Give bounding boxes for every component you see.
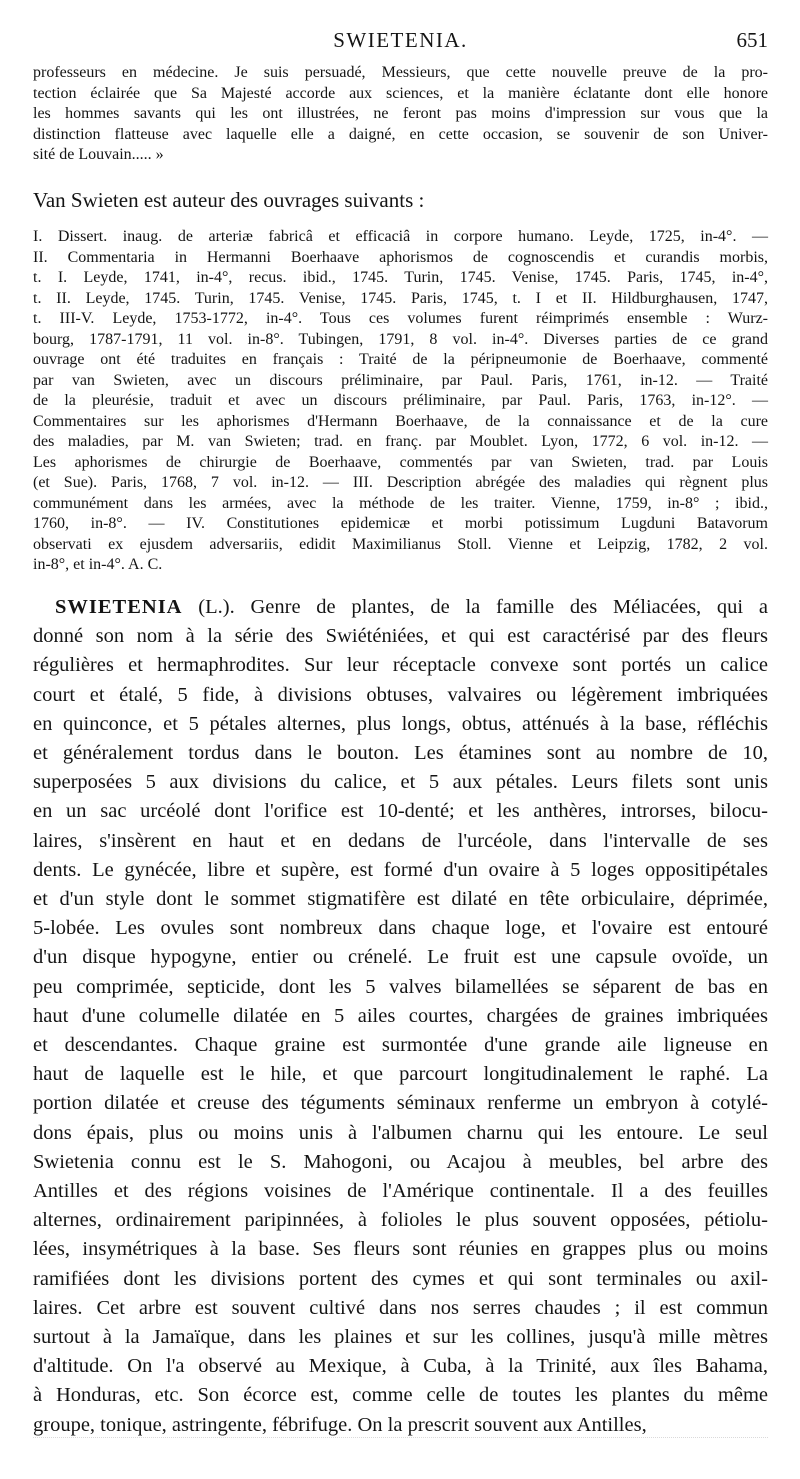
bibliography-line: t. II. Leyde, 1745. Turin, 1745. Venise, 1745. Paris, 1745, t. I et II. Hildburghausen, 1747,	[33, 289, 768, 307]
article-line: et généralement tordus dans le bouton. Les étamines sont au nombre de 10,	[33, 742, 768, 765]
intro-line: sité de Louvain..... »	[33, 146, 164, 163]
article-first-line-text: Genre de plantes, de la famille des Méliacées, qui a	[250, 596, 768, 618]
bibliography-line: bourg, 1787-1791, 11 vol. in-8°. Tubingen, 1791, 8 vol. in-4°. Diverses parties de ce grand	[33, 330, 768, 348]
article-headword: SWIETENIA	[55, 596, 183, 618]
article-line: Antilles et des régions voisines de l'Amérique continentale. Il a des feuilles	[33, 1180, 768, 1203]
article-abbrev: (L.).	[198, 596, 235, 618]
article-line: alternes, ordinairement paripinnées, à folioles le plus souvent opposées, pétiolu-	[33, 1209, 768, 1232]
article-line: et descendantes. Chaque graine est surmontée d'une grande aile ligneuse en	[33, 1034, 768, 1057]
article-line: d'un disque hypogyne, entier ou crénelé. Le fruit est une capsule ovoïde, un	[33, 946, 768, 969]
bibliography-line: communément dans les armées, avec la méthode de les traiter. Vienne, 1759, in-8° ; ibid.,	[33, 494, 768, 512]
article-line: Swietenia connu est le S. Mahogoni, ou Acajou à meubles, bel arbre des	[33, 1150, 768, 1173]
intro-line: les hommes savants qui les ont illustrées, ne feront pas moins d'impression sur vous que la	[33, 105, 768, 122]
article-line: dons épais, plus ou moins unis à l'albumen charnu qui les entoure. Le seul	[33, 1121, 768, 1144]
intro-line: distinction flatteuse avec laquelle elle a daigné, en cette occasion, se souvenir de son Univer-	[33, 125, 768, 143]
article-line: en quinconce, et 5 pétales alternes, plus longs, obtus, atténués à la base, réfléchis	[33, 712, 768, 735]
article-line: en un sac urcéolé dont l'orifice est 10-denté; et les anthères, introrses, bilocu-	[33, 800, 768, 823]
article-line: haut de laquelle est le hile, et que parcourt longitudinalement le raphé. La	[33, 1063, 768, 1086]
article-line: ramifiées dont les divisions portent des cymes et qui sont terminales ou axil-	[33, 1267, 768, 1290]
article-line: régulières et hermaphrodites. Sur leur réceptacle convexe sont portés un calice	[33, 654, 768, 677]
bibliography-line: de la pleurésie, traduit et avec un discours préliminaire, par Paul. Paris, 1763, in-12°. —	[33, 392, 768, 409]
bibliography-line: 1760, in-8°. — IV. Constitutiones epidemicæ et morbi potissimum Lugduni Batavorum	[33, 515, 768, 532]
article-line: laires, s'insèrent en haut et en dedans de l'urcéole, dans l'intervalle de ses	[33, 829, 768, 852]
article-line: et d'un style dont le sommet stigmatifère est dilaté en tête orbiculaire, déprimée,	[33, 888, 768, 911]
article-line: court et étalé, 5 fide, à divisions obtuses, valvaires ou légèrement imbriquées	[33, 683, 768, 706]
article-first-line	[33, 593, 768, 622]
article-line: lées, insymétriques à la base. Ses fleurs sont réunies en grappes plus ou moins	[33, 1238, 768, 1261]
intro-line: professeurs en médecine. Je suis persuadé, Messieurs, que cette nouvelle preuve de la pro-	[33, 64, 768, 81]
bibliography-line: II. Commentaria in Hermanni Boerhaave aphorismos de cognoscendis et curandis morbis,	[33, 248, 768, 266]
page-number: 651	[736, 28, 768, 52]
article-line: à Honduras, etc. Son écorce est, comme celle de toutes les plantes du même	[33, 1384, 768, 1407]
article-body	[33, 593, 768, 1440]
bibliography-line: in-8°, et in-4°. A. C.	[33, 556, 163, 573]
article-line: surtout à la Jamaïque, dans les plaines et sur les collines, jusqu'à mille mètres	[33, 1326, 768, 1349]
article-line: peu comprimée, septicide, dont les 5 valves bilamellées se séparent de bas en	[33, 975, 768, 998]
article-line: 5-lobée. Les ovules sont nombreux dans chaque loge, et l'ovaire est entouré	[33, 917, 768, 940]
bibliography-line: des maladies, par M. van Swieten; trad. en franç. par Moublet. Lyon, 1772, 6 vol. in-12. —	[33, 433, 768, 450]
intro-paragraph	[33, 63, 768, 166]
article-line: haut d'une columelle dilatée en 5 ailes courtes, chargées de graines imbriquées	[33, 1004, 768, 1027]
bibliography-line: observati ex ejusdem adversariis, edidit Maximilianus Stoll. Vienne et Leipzig, 1782, 2 vol.	[33, 535, 768, 553]
article-line: laires. Cet arbre est souvent cultivé dans nos serres chaudes ; il est commun	[33, 1296, 768, 1319]
bibliography-line: (et Sue). Paris, 1768, 7 vol. in-12. — III. Description abrégée des maladies qui règnent plus	[33, 474, 768, 491]
article-line: dents. Le gynécée, libre et supère, est formé d'un ovaire à 5 loges oppositipétales	[33, 858, 768, 881]
page-bottom-rule	[33, 1437, 768, 1440]
bibliography-line: Les aphorismes de chirurgie de Boerhaave, commentés par van Swieten, trad. par Louis	[33, 453, 768, 471]
bibliography-line: par van Swieten, avec un discours préliminaire, par Paul. Paris, 1761, in-12. — Traité	[33, 371, 768, 389]
running-title: SWIETENIA.	[333, 28, 468, 52]
running-header	[33, 28, 768, 54]
article-line: d'altitude. On l'a observé au Mexique, à Cuba, à la Trinité, aux îles Bahama,	[33, 1355, 768, 1378]
article-line: donné son nom à la série des Swiéténiées, et qui est caractérisé par des fleurs	[33, 625, 768, 648]
bibliography-line: Commentaires sur les aphorismes d'Hermann Boerhaave, de la connaissance et de la cure	[33, 412, 768, 430]
bibliography-line: t. I. Leyde, 1741, in-4°, recus. ibid., 1745. Turin, 1745. Venise, 1745. Paris, 1745, in-4°,	[33, 269, 768, 286]
article-line: groupe, tonique, astringente, fébrifuge. On la prescrit souvent aux Antilles,	[33, 1413, 647, 1436]
article-line: superposées 5 aux divisions du calice, et 5 aux pétales. Leurs filets sont unis	[33, 771, 768, 794]
article-line: portion dilatée et creuse des téguments séminaux renferme un embryon à cotylé-	[33, 1092, 768, 1115]
bibliography-line: I. Dissert. inaug. de arteriæ fabricâ et efficaciâ in corpore humano. Leyde, 1725, in-4°. —	[33, 228, 768, 245]
bibliography-line: ouvrage ont été traduites en français : Traité de la péripneumonie de Boerhaave, commenté	[33, 351, 768, 368]
intro-line: tection éclairée que Sa Majesté accorde aux sciences, et la manière éclatante dont elle honore	[33, 84, 768, 102]
bibliography-list	[33, 227, 768, 576]
works-heading: Van Swieten est auteur des ouvrages suivants :	[33, 188, 425, 212]
bibliography-line: t. III-V. Leyde, 1753-1772, in-4°. Tous ces volumes furent réimprimés ensemble : Wurz-	[33, 310, 768, 327]
